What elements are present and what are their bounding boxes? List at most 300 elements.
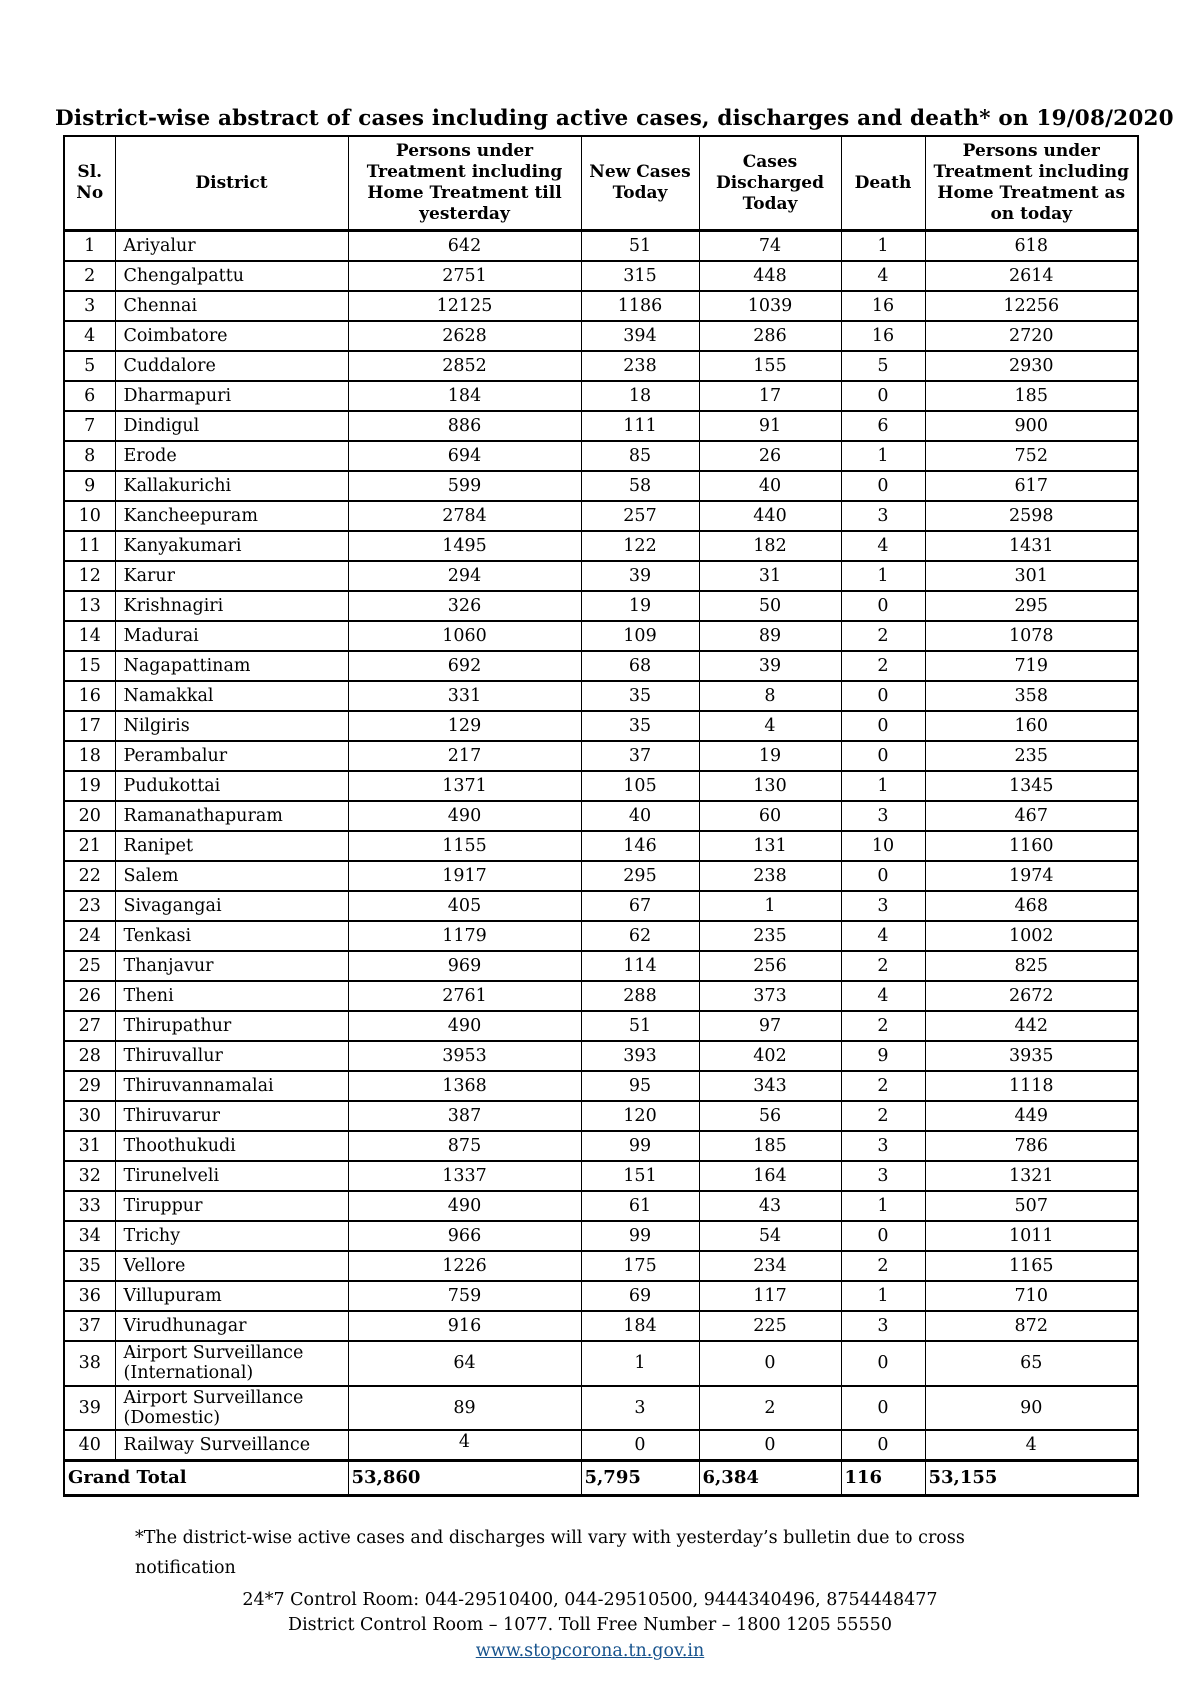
cell-district: Karur	[115, 561, 348, 591]
cell-under-treatment-today: 618	[925, 231, 1138, 262]
cell-new-cases-today: 257	[581, 501, 699, 531]
cell-sl-no: 25	[64, 951, 115, 981]
cell-under-treatment-today: 358	[925, 681, 1138, 711]
cell-under-treatment-today: 710	[925, 1281, 1138, 1311]
cell-death: 1	[841, 441, 925, 471]
cell-new-cases-today: 95	[581, 1071, 699, 1101]
cell-death: 0	[841, 681, 925, 711]
table-row	[64, 921, 1138, 951]
cell-district: Erode	[115, 441, 348, 471]
cell-under-treatment-today: 752	[925, 441, 1138, 471]
cell-district: Thirupathur	[115, 1011, 348, 1041]
table-row	[64, 981, 1138, 1011]
cell-under-treatment-yesterday: 966	[348, 1221, 581, 1251]
table-row	[64, 231, 1138, 262]
cell-under-treatment-today: 1002	[925, 921, 1138, 951]
cell-district: Airport Surveillance (Domestic)	[115, 1386, 348, 1430]
cell-death: 0	[841, 381, 925, 411]
table-row	[64, 321, 1138, 351]
cell-cases-discharged-today: 50	[699, 591, 841, 621]
cell-district: Perambalur	[115, 741, 348, 771]
table-row	[64, 861, 1138, 891]
cell-under-treatment-today: 719	[925, 651, 1138, 681]
cell-under-treatment-today: 160	[925, 711, 1138, 741]
cell-under-treatment-today: 1118	[925, 1071, 1138, 1101]
cell-death: 0	[841, 741, 925, 771]
cell-under-treatment-yesterday: 326	[348, 591, 581, 621]
cell-cases-discharged-today: 155	[699, 351, 841, 381]
cell-district: Tenkasi	[115, 921, 348, 951]
cell-sl-no: 21	[64, 831, 115, 861]
cell-sl-no: 36	[64, 1281, 115, 1311]
cell-under-treatment-today: 2672	[925, 981, 1138, 1011]
cell-under-treatment-today: 467	[925, 801, 1138, 831]
cell-death: 0	[841, 1386, 925, 1430]
cell-new-cases-today: 295	[581, 861, 699, 891]
cell-new-cases-today: 69	[581, 1281, 699, 1311]
grand-total-new-cases: 5,795	[581, 1460, 699, 1495]
cell-death: 3	[841, 891, 925, 921]
cell-sl-no: 5	[64, 351, 115, 381]
cell-under-treatment-today: 507	[925, 1191, 1138, 1221]
cell-sl-no: 13	[64, 591, 115, 621]
cell-death: 0	[841, 591, 925, 621]
cell-new-cases-today: 105	[581, 771, 699, 801]
cell-under-treatment-today: 1974	[925, 861, 1138, 891]
cell-district: Trichy	[115, 1221, 348, 1251]
cell-under-treatment-yesterday: 217	[348, 741, 581, 771]
table-row	[64, 291, 1138, 321]
cell-under-treatment-yesterday: 1371	[348, 771, 581, 801]
cell-sl-no: 40	[64, 1430, 115, 1461]
cell-under-treatment-yesterday: 1155	[348, 831, 581, 861]
table-row	[64, 561, 1138, 591]
cell-cases-discharged-today: 234	[699, 1251, 841, 1281]
cell-sl-no: 23	[64, 891, 115, 921]
table-row	[64, 1221, 1138, 1251]
cell-death: 3	[841, 1131, 925, 1161]
cell-under-treatment-yesterday: 64	[348, 1341, 581, 1385]
cell-new-cases-today: 315	[581, 261, 699, 291]
cell-district: Kancheepuram	[115, 501, 348, 531]
cell-cases-discharged-today: 8	[699, 681, 841, 711]
cell-new-cases-today: 85	[581, 441, 699, 471]
cell-new-cases-today: 238	[581, 351, 699, 381]
cell-district: Cuddalore	[115, 351, 348, 381]
cell-new-cases-today: 18	[581, 381, 699, 411]
cell-under-treatment-yesterday: 3953	[348, 1041, 581, 1071]
district-control-room-line: District Control Room – 1077. Toll Free Number – 1800 1205 55550	[288, 1615, 892, 1636]
cell-sl-no: 3	[64, 291, 115, 321]
table-row	[64, 681, 1138, 711]
cell-district: Tirunelveli	[115, 1161, 348, 1191]
table-row	[64, 1430, 1138, 1461]
cell-death: 6	[841, 411, 925, 441]
cell-new-cases-today: 122	[581, 531, 699, 561]
cell-district: Dharmapuri	[115, 381, 348, 411]
table-row	[64, 501, 1138, 531]
cell-under-treatment-today: 90	[925, 1386, 1138, 1430]
cell-new-cases-today: 394	[581, 321, 699, 351]
cell-cases-discharged-today: 1039	[699, 291, 841, 321]
table-row	[64, 1191, 1138, 1221]
cell-cases-discharged-today: 89	[699, 621, 841, 651]
table-row	[64, 621, 1138, 651]
cell-district: Ramanathapuram	[115, 801, 348, 831]
cell-death: 16	[841, 321, 925, 351]
cell-new-cases-today: 19	[581, 591, 699, 621]
table-row	[64, 1041, 1138, 1071]
cell-new-cases-today: 393	[581, 1041, 699, 1071]
header-under-treatment-today: Persons under Treatment including Home Treatment as on today	[925, 136, 1138, 231]
cell-cases-discharged-today: 238	[699, 861, 841, 891]
cell-new-cases-today: 61	[581, 1191, 699, 1221]
cell-new-cases-today: 51	[581, 231, 699, 262]
cell-under-treatment-today: 185	[925, 381, 1138, 411]
cell-sl-no: 28	[64, 1041, 115, 1071]
cell-under-treatment-yesterday: 875	[348, 1131, 581, 1161]
cell-death: 2	[841, 1071, 925, 1101]
table-row	[64, 891, 1138, 921]
cell-death: 2	[841, 651, 925, 681]
cell-sl-no: 22	[64, 861, 115, 891]
cell-death: 3	[841, 501, 925, 531]
cell-new-cases-today: 1186	[581, 291, 699, 321]
grand-total-label: Grand Total	[64, 1460, 348, 1495]
cell-cases-discharged-today: 0	[699, 1341, 841, 1385]
cell-under-treatment-yesterday: 129	[348, 711, 581, 741]
cell-under-treatment-today: 786	[925, 1131, 1138, 1161]
cell-sl-no: 31	[64, 1131, 115, 1161]
cell-new-cases-today: 62	[581, 921, 699, 951]
stopcorona-website-link[interactable]: www.stopcorona.tn.gov.in	[475, 1640, 705, 1661]
page-title: District-wise abstract of cases including active cases, discharges and death* on 19/08/2020	[55, 106, 1174, 131]
cell-under-treatment-today: 1011	[925, 1221, 1138, 1251]
cell-new-cases-today: 58	[581, 471, 699, 501]
cell-death: 4	[841, 921, 925, 951]
cell-district: Theni	[115, 981, 348, 1011]
cell-new-cases-today: 1	[581, 1341, 699, 1385]
cell-sl-no: 18	[64, 741, 115, 771]
cell-death: 4	[841, 981, 925, 1011]
table-row	[64, 951, 1138, 981]
table-row	[64, 411, 1138, 441]
cell-under-treatment-yesterday: 886	[348, 411, 581, 441]
grand-total-death: 116	[841, 1460, 925, 1495]
cell-under-treatment-yesterday: 184	[348, 381, 581, 411]
cell-new-cases-today: 35	[581, 711, 699, 741]
cell-under-treatment-yesterday: 1368	[348, 1071, 581, 1101]
cell-cases-discharged-today: 343	[699, 1071, 841, 1101]
cell-under-treatment-yesterday: 642	[348, 231, 581, 262]
cell-sl-no: 20	[64, 801, 115, 831]
cell-death: 3	[841, 1161, 925, 1191]
cell-sl-no: 34	[64, 1221, 115, 1251]
table-row	[64, 531, 1138, 561]
cell-new-cases-today: 67	[581, 891, 699, 921]
cell-cases-discharged-today: 2	[699, 1386, 841, 1430]
cell-under-treatment-yesterday: 89	[348, 1386, 581, 1430]
header-cases-discharged-today: Cases Discharged Today	[699, 136, 841, 231]
cell-district: Virudhunagar	[115, 1311, 348, 1341]
cell-cases-discharged-today: 130	[699, 771, 841, 801]
cell-death: 2	[841, 1251, 925, 1281]
cell-sl-no: 15	[64, 651, 115, 681]
cell-under-treatment-today: 301	[925, 561, 1138, 591]
cell-sl-no: 6	[64, 381, 115, 411]
cell-under-treatment-yesterday: 490	[348, 1191, 581, 1221]
cell-death: 0	[841, 1221, 925, 1251]
cell-sl-no: 11	[64, 531, 115, 561]
cell-cases-discharged-today: 402	[699, 1041, 841, 1071]
cell-new-cases-today: 109	[581, 621, 699, 651]
cell-district: Chennai	[115, 291, 348, 321]
header-district: District	[115, 136, 348, 231]
table-row	[64, 1386, 1138, 1430]
table-row	[64, 771, 1138, 801]
cell-district: Villupuram	[115, 1281, 348, 1311]
cell-district: Kallakurichi	[115, 471, 348, 501]
cell-new-cases-today: 175	[581, 1251, 699, 1281]
cell-sl-no: 38	[64, 1341, 115, 1385]
cell-sl-no: 32	[64, 1161, 115, 1191]
cell-under-treatment-yesterday: 2761	[348, 981, 581, 1011]
cell-cases-discharged-today: 56	[699, 1101, 841, 1131]
cell-under-treatment-yesterday: 12125	[348, 291, 581, 321]
cell-under-treatment-today: 3935	[925, 1041, 1138, 1071]
cell-sl-no: 1	[64, 231, 115, 262]
table-row	[64, 261, 1138, 291]
cell-district: Salem	[115, 861, 348, 891]
cell-district: Ariyalur	[115, 231, 348, 262]
table-row	[64, 1071, 1138, 1101]
cell-cases-discharged-today: 286	[699, 321, 841, 351]
cell-district: Namakkal	[115, 681, 348, 711]
cell-district: Nagapattinam	[115, 651, 348, 681]
cell-death: 2	[841, 1101, 925, 1131]
cell-death: 2	[841, 621, 925, 651]
cell-sl-no: 9	[64, 471, 115, 501]
cell-sl-no: 7	[64, 411, 115, 441]
table-row	[64, 351, 1138, 381]
cell-under-treatment-today: 65	[925, 1341, 1138, 1385]
cell-under-treatment-today: 1345	[925, 771, 1138, 801]
cell-cases-discharged-today: 39	[699, 651, 841, 681]
cell-cases-discharged-today: 117	[699, 1281, 841, 1311]
cell-district: Nilgiris	[115, 711, 348, 741]
table-row	[64, 1011, 1138, 1041]
cell-district: Krishnagiri	[115, 591, 348, 621]
cell-new-cases-today: 39	[581, 561, 699, 591]
cell-under-treatment-today: 449	[925, 1101, 1138, 1131]
cell-death: 5	[841, 351, 925, 381]
table-row	[64, 1101, 1138, 1131]
cell-new-cases-today: 35	[581, 681, 699, 711]
cell-under-treatment-today: 617	[925, 471, 1138, 501]
cell-death: 1	[841, 231, 925, 262]
header-death: Death	[841, 136, 925, 231]
cell-under-treatment-today: 2598	[925, 501, 1138, 531]
cell-under-treatment-today: 1160	[925, 831, 1138, 861]
cell-under-treatment-yesterday: 1060	[348, 621, 581, 651]
cell-cases-discharged-today: 131	[699, 831, 841, 861]
cell-district: Chengalpattu	[115, 261, 348, 291]
grand-total-discharged: 6,384	[699, 1460, 841, 1495]
cell-under-treatment-yesterday: 1495	[348, 531, 581, 561]
cell-under-treatment-today: 442	[925, 1011, 1138, 1041]
cell-under-treatment-today: 295	[925, 591, 1138, 621]
cell-district: Madurai	[115, 621, 348, 651]
cell-new-cases-today: 51	[581, 1011, 699, 1041]
cell-cases-discharged-today: 26	[699, 441, 841, 471]
cell-death: 4	[841, 261, 925, 291]
table-row	[64, 1281, 1138, 1311]
cell-district: Thiruvarur	[115, 1101, 348, 1131]
cell-death: 0	[841, 1430, 925, 1461]
cell-sl-no: 12	[64, 561, 115, 591]
table-row	[64, 741, 1138, 771]
cell-cases-discharged-today: 97	[699, 1011, 841, 1041]
table-row	[64, 651, 1138, 681]
cell-under-treatment-today: 900	[925, 411, 1138, 441]
cell-sl-no: 17	[64, 711, 115, 741]
cell-under-treatment-today: 12256	[925, 291, 1138, 321]
cell-under-treatment-yesterday: 916	[348, 1311, 581, 1341]
cell-cases-discharged-today: 440	[699, 501, 841, 531]
cell-cases-discharged-today: 225	[699, 1311, 841, 1341]
cell-sl-no: 4	[64, 321, 115, 351]
cell-under-treatment-yesterday: 1179	[348, 921, 581, 951]
cell-sl-no: 39	[64, 1386, 115, 1430]
grand-total-till-yesterday: 53,860	[348, 1460, 581, 1495]
cell-cases-discharged-today: 448	[699, 261, 841, 291]
cell-cases-discharged-today: 17	[699, 381, 841, 411]
grand-total-row	[64, 1460, 1138, 1495]
cell-sl-no: 14	[64, 621, 115, 651]
cell-cases-discharged-today: 60	[699, 801, 841, 831]
grand-total-as-on-today: 53,155	[925, 1460, 1138, 1495]
table-row	[64, 591, 1138, 621]
table-row	[64, 711, 1138, 741]
cell-district: Kanyakumari	[115, 531, 348, 561]
table-header	[64, 136, 1138, 231]
cell-cases-discharged-today: 91	[699, 411, 841, 441]
cell-under-treatment-today: 1165	[925, 1251, 1138, 1281]
cell-district: Thoothukudi	[115, 1131, 348, 1161]
cell-new-cases-today: 114	[581, 951, 699, 981]
table-row	[64, 1341, 1138, 1385]
cell-under-treatment-today: 1078	[925, 621, 1138, 651]
table-row	[64, 1161, 1138, 1191]
cell-under-treatment-yesterday: 490	[348, 801, 581, 831]
cell-death: 3	[841, 1311, 925, 1341]
cell-district: Tiruppur	[115, 1191, 348, 1221]
cell-district: Pudukottai	[115, 771, 348, 801]
cell-district: Ranipet	[115, 831, 348, 861]
table-row	[64, 441, 1138, 471]
cell-under-treatment-yesterday: 1226	[348, 1251, 581, 1281]
cell-district: Coimbatore	[115, 321, 348, 351]
cell-death: 16	[841, 291, 925, 321]
cell-sl-no: 27	[64, 1011, 115, 1041]
cell-under-treatment-yesterday: 2852	[348, 351, 581, 381]
cell-cases-discharged-today: 4	[699, 711, 841, 741]
cell-sl-no: 26	[64, 981, 115, 1011]
cell-under-treatment-yesterday: 599	[348, 471, 581, 501]
cell-new-cases-today: 99	[581, 1221, 699, 1251]
cell-death: 1	[841, 771, 925, 801]
cell-under-treatment-yesterday: 2628	[348, 321, 581, 351]
cell-under-treatment-yesterday: 490	[348, 1011, 581, 1041]
cell-district: Thiruvallur	[115, 1041, 348, 1071]
cell-new-cases-today: 288	[581, 981, 699, 1011]
cell-cases-discharged-today: 373	[699, 981, 841, 1011]
table-row	[64, 1311, 1138, 1341]
cell-sl-no: 16	[64, 681, 115, 711]
cell-sl-no: 29	[64, 1071, 115, 1101]
cell-cases-discharged-today: 40	[699, 471, 841, 501]
header-under-treatment-yesterday: Persons under Treatment including Home Treatment till yesterday	[348, 136, 581, 231]
cell-cases-discharged-today: 164	[699, 1161, 841, 1191]
table-row	[64, 1131, 1138, 1161]
cell-sl-no: 35	[64, 1251, 115, 1281]
cell-district: Thanjavur	[115, 951, 348, 981]
cell-death: 0	[841, 1341, 925, 1385]
cell-new-cases-today: 0	[581, 1430, 699, 1461]
cell-cases-discharged-today: 19	[699, 741, 841, 771]
cell-death: 9	[841, 1041, 925, 1071]
cell-death: 0	[841, 861, 925, 891]
cell-death: 0	[841, 711, 925, 741]
cell-under-treatment-yesterday: 2784	[348, 501, 581, 531]
cell-new-cases-today: 151	[581, 1161, 699, 1191]
cell-under-treatment-yesterday: 759	[348, 1281, 581, 1311]
cell-cases-discharged-today: 1	[699, 891, 841, 921]
cell-under-treatment-today: 2614	[925, 261, 1138, 291]
table-row	[64, 1251, 1138, 1281]
cell-under-treatment-today: 872	[925, 1311, 1138, 1341]
cell-district: Railway Surveillance	[115, 1430, 348, 1461]
cell-cases-discharged-today: 182	[699, 531, 841, 561]
cell-sl-no: 24	[64, 921, 115, 951]
cell-death: 1	[841, 561, 925, 591]
cell-under-treatment-today: 2930	[925, 351, 1138, 381]
cell-new-cases-today: 3	[581, 1386, 699, 1430]
cell-under-treatment-yesterday: 405	[348, 891, 581, 921]
cell-under-treatment-yesterday: 1917	[348, 861, 581, 891]
cell-cases-discharged-today: 31	[699, 561, 841, 591]
cell-death: 1	[841, 1191, 925, 1221]
cell-death: 4	[841, 531, 925, 561]
cell-district: Sivagangai	[115, 891, 348, 921]
cell-district: Vellore	[115, 1251, 348, 1281]
cell-death: 2	[841, 1011, 925, 1041]
cell-death: 3	[841, 801, 925, 831]
cell-under-treatment-today: 825	[925, 951, 1138, 981]
cell-new-cases-today: 37	[581, 741, 699, 771]
cell-sl-no: 30	[64, 1101, 115, 1131]
cell-new-cases-today: 184	[581, 1311, 699, 1341]
cell-sl-no: 2	[64, 261, 115, 291]
cell-sl-no: 19	[64, 771, 115, 801]
cell-under-treatment-today: 235	[925, 741, 1138, 771]
cell-death: 0	[841, 471, 925, 501]
cell-cases-discharged-today: 0	[699, 1430, 841, 1461]
cell-sl-no: 33	[64, 1191, 115, 1221]
cell-under-treatment-yesterday: 1337	[348, 1161, 581, 1191]
cell-new-cases-today: 40	[581, 801, 699, 831]
cell-under-treatment-yesterday: 694	[348, 441, 581, 471]
